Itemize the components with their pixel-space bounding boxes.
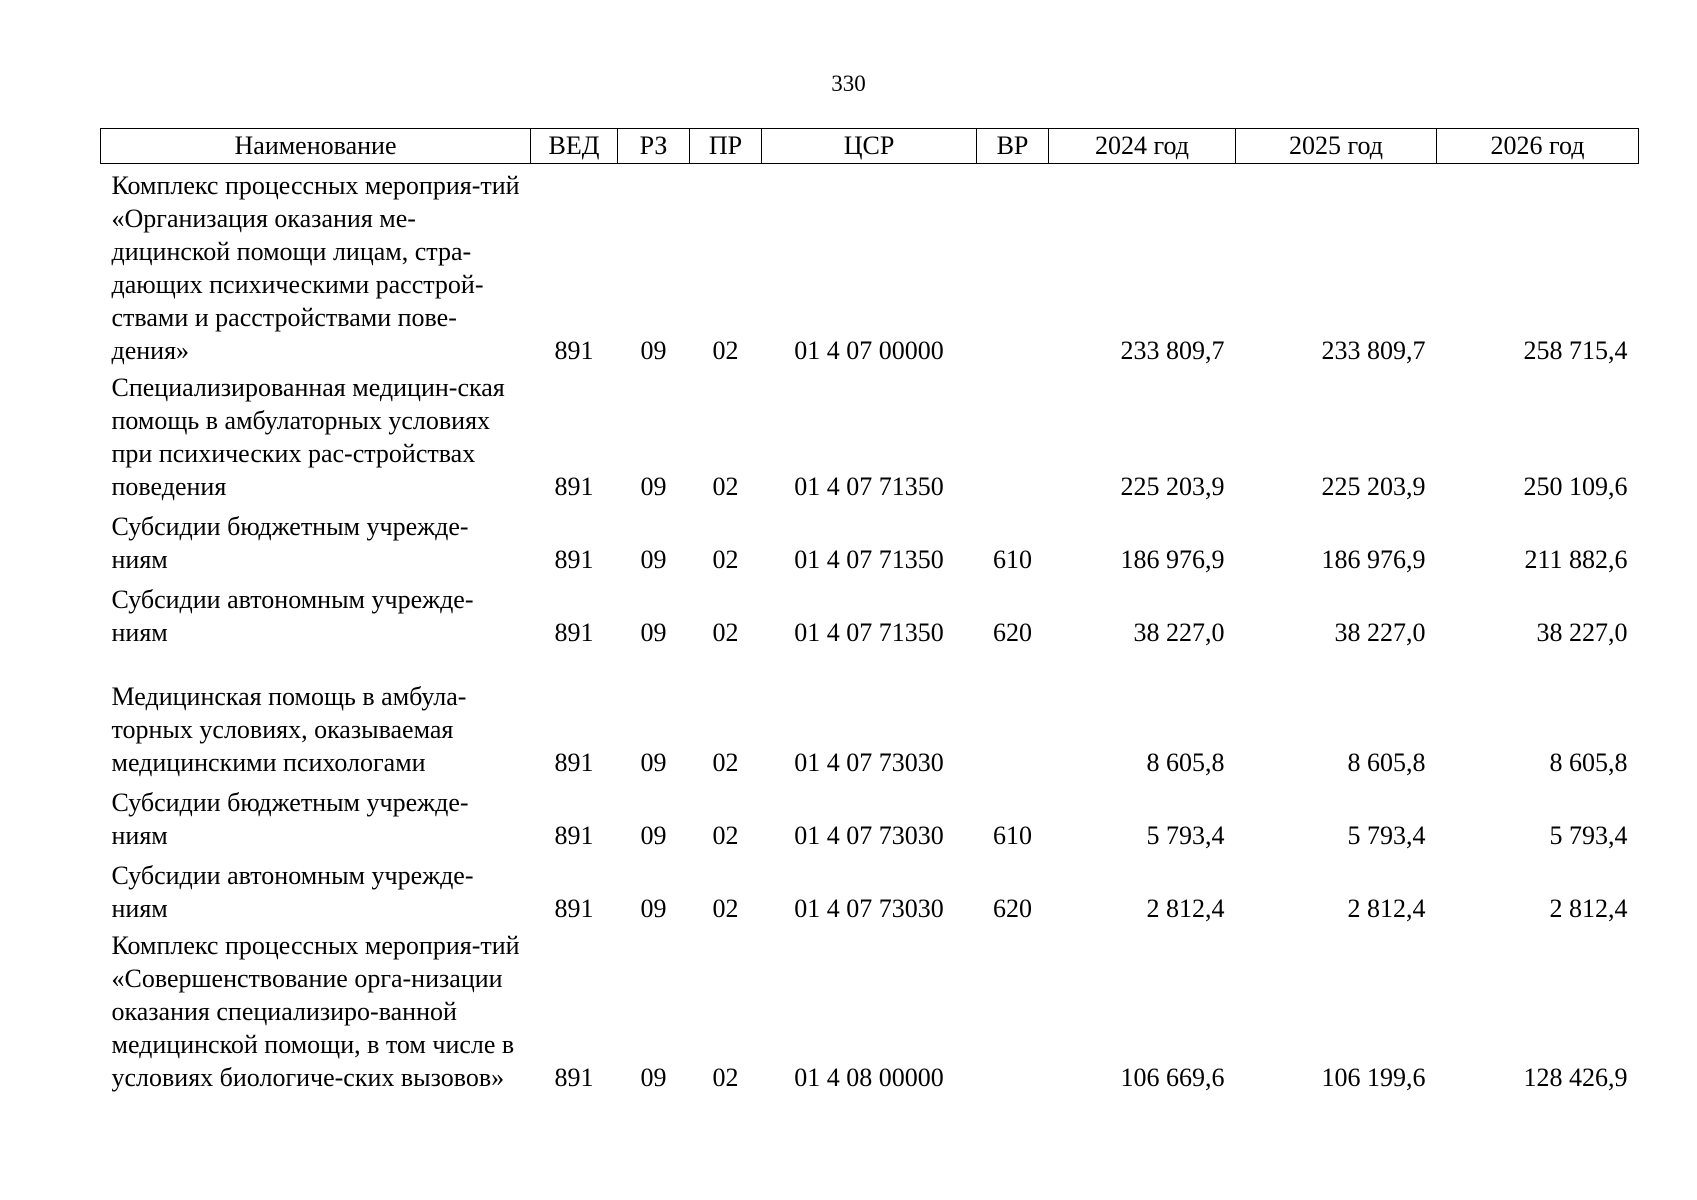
table-row [101, 929, 1639, 1098]
row-2026: 2 812,4 [1549, 894, 1628, 923]
table-body [101, 164, 1639, 1099]
row-ved: 891 [554, 1063, 594, 1092]
page-number: 330 [831, 71, 866, 96]
table-header [101, 129, 1639, 164]
row-vr [977, 164, 1049, 372]
row-2025: 233 809,7 [1321, 336, 1426, 365]
row-pr: 02 [712, 821, 739, 850]
row-ved: 891 [554, 336, 594, 365]
row-2026: 128 426,9 [1523, 1063, 1628, 1092]
row-name: Комплекс процессных мероприя-тий «Организация оказания ме-дицинской помощи лицам, стра-дающих психическими расстрой-ствами и расстройствами пове-дения» [111, 171, 520, 365]
row-rz: 09 [640, 545, 667, 574]
row-name: Специализированная медицин-ская помощь в амбулаторных условиях при психических рас-стройствах поведения [111, 373, 505, 501]
row-2025: 186 976,9 [1321, 545, 1426, 574]
row-2024: 5 793,4 [1146, 821, 1225, 850]
row-rz: 09 [640, 472, 667, 501]
row-vr [977, 929, 1049, 1098]
row-2025: 38 227,0 [1334, 618, 1426, 647]
row-2025: 225 203,9 [1321, 472, 1426, 501]
row-2026: 8 605,8 [1549, 748, 1628, 777]
row-pr: 02 [712, 1063, 739, 1092]
header-2025: 2025 год [1236, 129, 1437, 164]
row-vr [977, 656, 1049, 786]
row-2025: 5 793,4 [1347, 821, 1426, 850]
row-2024: 8 605,8 [1146, 748, 1225, 777]
row-2024: 233 809,7 [1120, 336, 1225, 365]
header-rz: РЗ [618, 129, 690, 164]
row-2026: 250 109,6 [1523, 472, 1628, 501]
row-rz: 09 [640, 618, 667, 647]
row-name: Субсидии автономным учрежде-ниям [111, 585, 474, 647]
row-2024: 186 976,9 [1120, 545, 1225, 574]
table-row [101, 371, 1639, 510]
table-row [101, 164, 1639, 372]
row-pr: 02 [712, 748, 739, 777]
header-2024: 2024 год [1049, 129, 1236, 164]
table-row [101, 786, 1639, 859]
row-csr: 01 4 07 71350 [794, 618, 944, 647]
row-rz: 09 [640, 894, 667, 923]
row-2025: 2 812,4 [1347, 894, 1426, 923]
row-2024: 106 669,6 [1120, 1063, 1225, 1092]
row-csr: 01 4 08 00000 [794, 1063, 944, 1092]
header-vr: ВР [977, 129, 1049, 164]
row-name: Субсидии бюджетным учрежде-ниям [111, 788, 469, 850]
row-rz: 09 [640, 748, 667, 777]
row-name: Субсидии бюджетным учрежде-ниям [111, 512, 469, 574]
row-csr: 01 4 07 73030 [794, 821, 944, 850]
row-ved: 891 [554, 821, 594, 850]
row-rz: 09 [640, 821, 667, 850]
row-2026: 5 793,4 [1549, 821, 1628, 850]
row-csr: 01 4 07 00000 [794, 336, 944, 365]
row-vr: 610 [993, 821, 1032, 850]
row-name: Комплекс процессных мероприя-тий «Совершенствование орга-низации оказания специализиро-ванной медицинской помощи, в том числе в условиях биологиче-ских вызовов» [111, 931, 520, 1092]
row-pr: 02 [712, 545, 739, 574]
table-row [101, 510, 1639, 583]
row-vr: 620 [993, 618, 1032, 647]
row-ved: 891 [554, 472, 594, 501]
header-ved: ВЕД [531, 129, 618, 164]
table-row [101, 656, 1639, 786]
row-csr: 01 4 07 73030 [794, 748, 944, 777]
row-csr: 01 4 07 73030 [794, 894, 944, 923]
row-pr: 02 [712, 336, 739, 365]
header-name: Наименование [101, 129, 531, 164]
row-pr: 02 [712, 894, 739, 923]
table-row [101, 859, 1639, 929]
row-2024: 225 203,9 [1120, 472, 1225, 501]
row-csr: 01 4 07 71350 [794, 472, 944, 501]
row-ved: 891 [554, 618, 594, 647]
row-2025: 106 199,6 [1321, 1063, 1426, 1092]
row-vr [977, 371, 1049, 510]
row-2026: 38 227,0 [1536, 618, 1628, 647]
budget-table [100, 128, 1639, 1098]
row-rz: 09 [640, 1063, 667, 1092]
header-pr: ПР [690, 129, 762, 164]
row-rz: 09 [640, 336, 667, 365]
header-2026: 2026 год [1437, 129, 1639, 164]
row-vr: 610 [993, 545, 1032, 574]
row-ved: 891 [554, 894, 594, 923]
row-2026: 211 882,6 [1524, 545, 1628, 574]
row-2026: 258 715,4 [1523, 336, 1628, 365]
row-name: Субсидии автономным учрежде-ниям [111, 861, 474, 923]
row-pr: 02 [712, 618, 739, 647]
table-row [101, 583, 1639, 656]
row-name: Медицинская помощь в амбула-торных условиях, оказываемая медицинскими психологами [111, 682, 467, 777]
row-2024: 2 812,4 [1146, 894, 1225, 923]
row-2025: 8 605,8 [1347, 748, 1426, 777]
row-pr: 02 [712, 472, 739, 501]
row-2024: 38 227,0 [1133, 618, 1225, 647]
row-csr: 01 4 07 71350 [794, 545, 944, 574]
row-ved: 891 [554, 748, 594, 777]
header-csr: ЦСР [762, 129, 977, 164]
row-vr: 620 [993, 894, 1032, 923]
row-ved: 891 [554, 545, 594, 574]
